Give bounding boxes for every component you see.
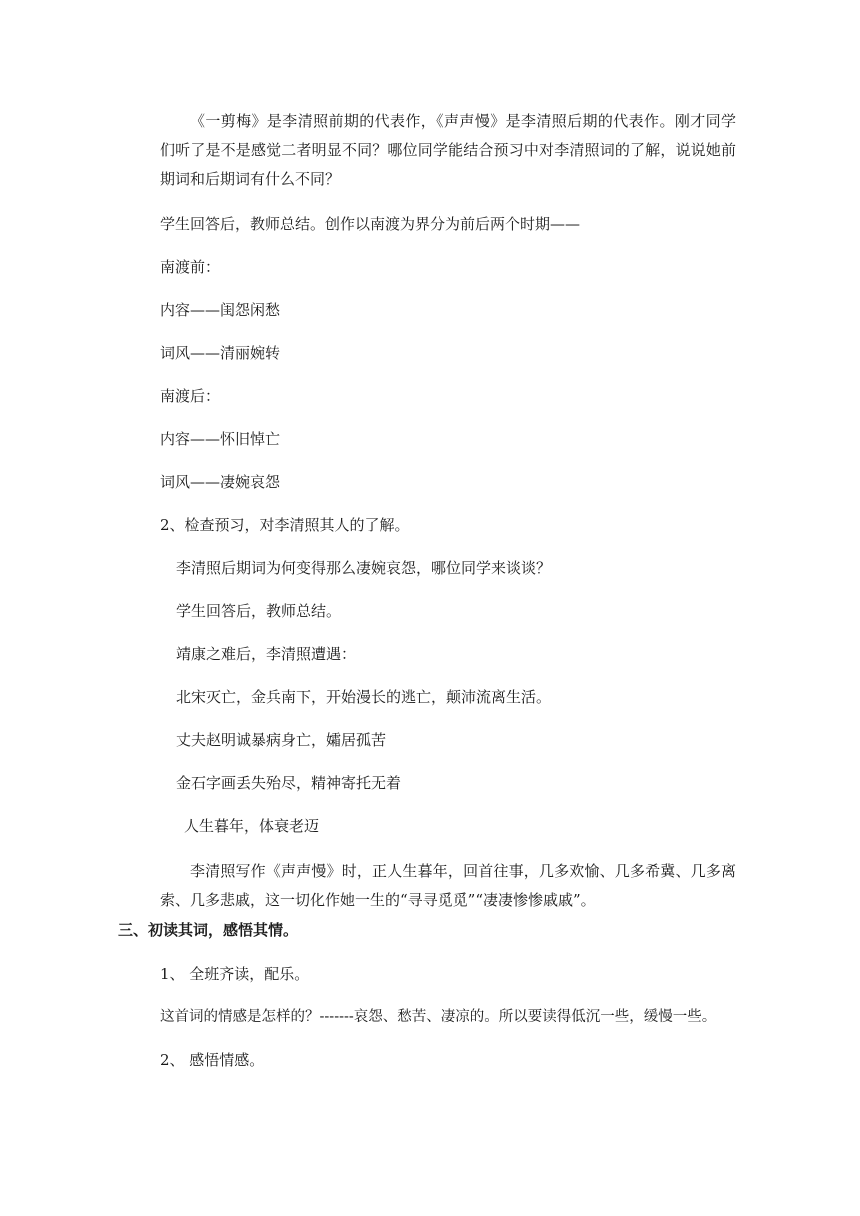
section3-heading: 三、初读其词，感悟其情。	[118, 921, 299, 939]
step2-question: 李清照后期词为何变得那么凄婉哀怨，哪位同学来谈谈？	[176, 559, 552, 577]
after-label: 南渡后：	[160, 387, 221, 405]
list-item: 人生暮年，体衰老迈	[184, 817, 320, 835]
before-style: 词风——清丽婉转	[160, 344, 281, 362]
before-label: 南渡前：	[160, 258, 221, 276]
step2-title: 2、检查预习，对李清照其人的了解。	[160, 516, 410, 534]
after-content: 内容——怀旧悼亡	[160, 430, 281, 448]
step2-event: 靖康之难后，李清照遭遇：	[176, 645, 357, 663]
before-content: 内容——闺怨闲愁	[160, 301, 281, 319]
list-item: 金石字画丢失殆尽，精神寄托无着	[176, 774, 402, 792]
intro-paragraph: 《一剪梅》是李清照前期的代表作，《声声慢》是李清照后期的代表作。刚才同学们听了是不是感觉二者明显不同？哪位同学能结合预习中对李清照词的了解，说说她前期词和后期词有什么不同？	[160, 112, 736, 188]
conclusion-paragraph: 李清照写作《声声慢》时，正人生暮年，回首往事，几多欢愉、几多希冀、几多离索、几多悲戚，这一切化作她一生的“寻寻觅觅”“凄凄惨惨戚戚”。	[160, 862, 736, 909]
step2-answer: 学生回答后，教师总结。	[176, 602, 342, 620]
summary-line: 学生回答后，教师总结。创作以南渡为界分为前后两个时期——	[160, 215, 581, 233]
after-style: 词风——凄婉哀怨	[160, 473, 281, 491]
s3-step1: 1、 全班齐读，配乐。	[160, 965, 310, 983]
list-item: 北宋灭亡，金兵南下，开始漫长的逃亡，颠沛流离生活。	[176, 688, 552, 706]
s3-question: 这首词的情感是怎样的？-------哀怨、愁苦、凄凉的。所以要读得低沉一些，缓慢一些。	[160, 1009, 717, 1025]
s3-step2: 2、 感悟情感。	[160, 1051, 265, 1069]
list-item: 丈夫赵明诚暴病身亡，孀居孤苦	[176, 731, 387, 749]
